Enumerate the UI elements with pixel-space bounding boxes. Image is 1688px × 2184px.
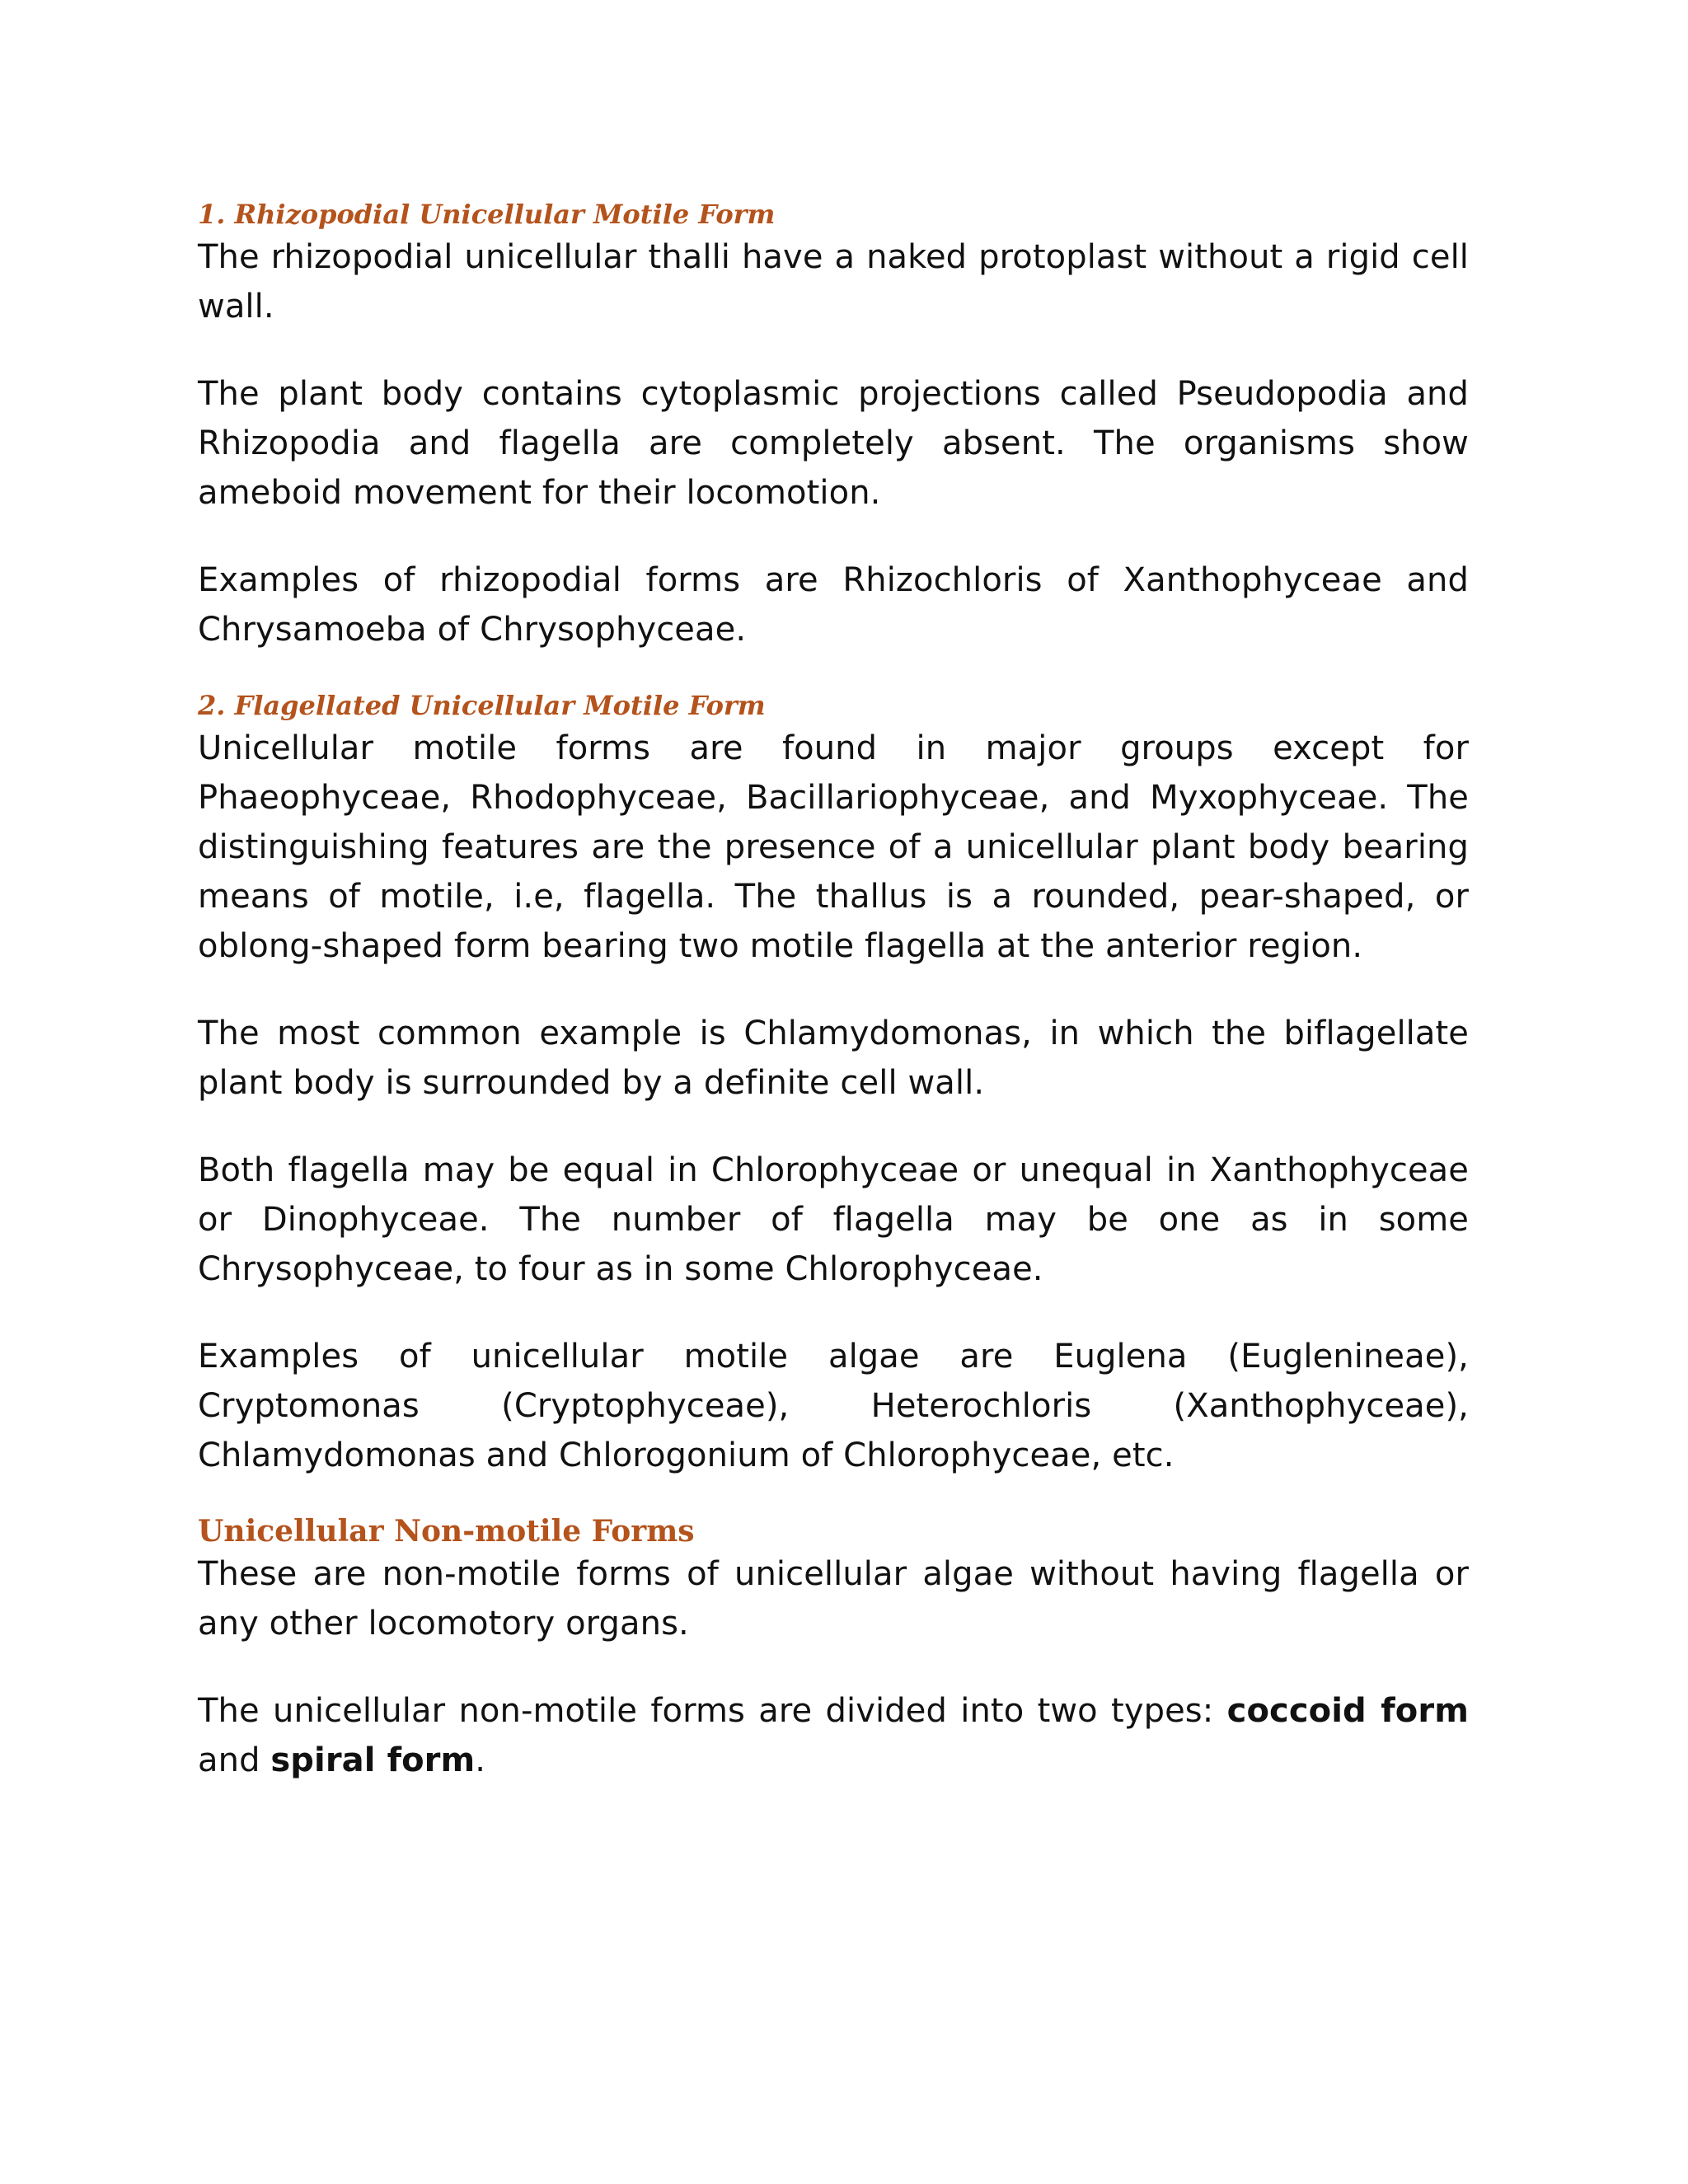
paragraph: These are non-motile forms of unicellular algae without having flagella or any other locomotory organs.	[198, 1555, 1469, 1643]
text-run: .	[475, 1741, 486, 1779]
paragraph: Examples of unicellular motile algae are Euglena (Euglenineae), Cryptomonas (Cryptophyceae), Heterochloris (Xanthophyceae), Chlamydomonas and Chlorogonium of Chlorophyceae, etc.	[198, 1338, 1469, 1474]
paragraph: The most common example is Chlamydomonas, in which the biflagellate plant body is surrounded by a definite cell wall.	[198, 1015, 1469, 1102]
paragraph: The plant body contains cytoplasmic projections called Pseudopodia and Rhizopodia and flagella are completely absent. The organisms show ameboid movement for their locomotion.	[198, 375, 1469, 512]
paragraph: Unicellular motile forms are found in major groups except for Phaeophyceae, Rhodophyceae, Bacillariophyceae, and Myxophyceae. The distinguishing features are the presence of a unicellular plant body bearing means of motile, i.e, flagella. The thallus is a rounded, pear-shaped, or oblong-shaped form bearing two motile flagella at the anterior region.	[198, 729, 1469, 965]
paragraph: The rhizopodial unicellular thalli have a naked protoplast without a rigid cell wall.	[198, 238, 1469, 326]
document-page	[198, 196, 1469, 1785]
bold-term-spiral: spiral form	[270, 1741, 476, 1779]
section-heading-flagellated: 2. Flagellated Unicellular Motile Form	[198, 690, 766, 721]
section-heading-rhizopodial: 1. Rhizopodial Unicellular Motile Form	[198, 199, 776, 230]
text-run: The unicellular non-motile forms are divided into two types:	[198, 1692, 1227, 1730]
text-run: and	[198, 1741, 271, 1779]
paragraph: Examples of rhizopodial forms are Rhizochloris of Xanthophyceae and Chrysamoeba of Chrysophyceae.	[198, 561, 1469, 649]
paragraph: Both flagella may be equal in Chlorophyceae or unequal in Xanthophyceae or Dinophyceae. The number of flagella may be one as in some Chrysophyceae, to four as in some Chlorophyceae.	[198, 1151, 1469, 1288]
paragraph-types	[198, 1686, 1469, 1785]
section-heading-non-motile: Unicellular Non-motile Forms	[198, 1514, 695, 1549]
bold-term-coccoid: coccoid form	[1226, 1692, 1469, 1730]
